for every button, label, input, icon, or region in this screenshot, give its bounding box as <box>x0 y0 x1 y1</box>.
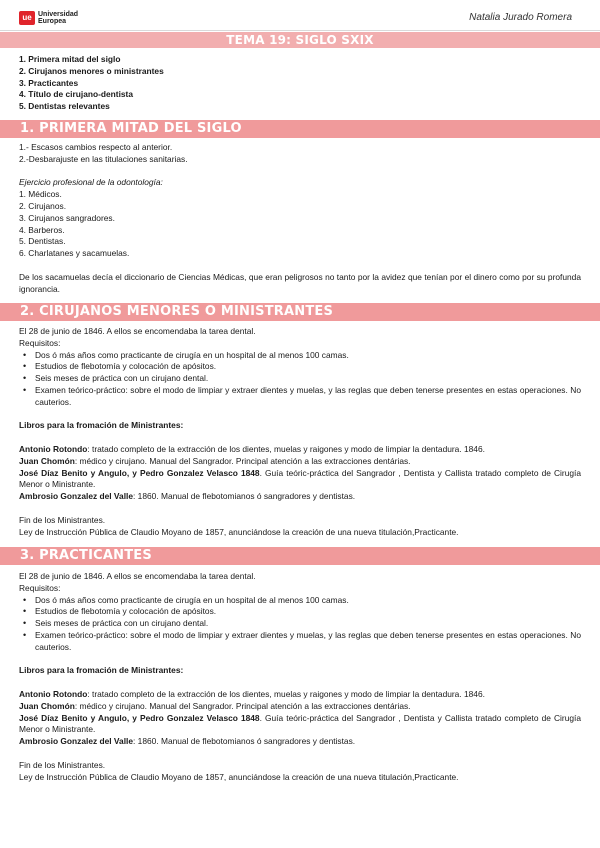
toc-item: 1. Primera mitad del siglo <box>19 54 121 64</box>
point: 1.- Escasos cambios respecto al anterior. <box>19 142 173 152</box>
requirements-list <box>19 595 581 654</box>
closing-line: Ley de Instrucción Pública de Claudio Moyano de 1857, anunciándose la creación de una nueva titulación,Practicante. <box>19 771 459 782</box>
list-item: • Examen teórico-práctico: sobre el modo de limpiar y extraer dientes y muelas, y las reglas que deben tenerse presentes en estas operaciones. No cauterios. <box>35 630 581 654</box>
list-item: • Estudios de flebotomía y colocación de apósitos. <box>35 606 581 618</box>
closing-line: Ley de Instrucción Pública de Claudio Moyano de 1857, anunciándose la creación de una nueva titulación,Practicante. <box>19 526 459 537</box>
section-3-body <box>19 571 581 783</box>
requirements-list <box>19 350 581 409</box>
author-name: Natalia Jurado Romera <box>469 12 572 23</box>
book-entry: Ambrosio Gonzalez del Valle: 1860. Manual de flebotomianos ó sangradores y dentistas. <box>19 736 356 747</box>
book-entry: José Díaz Benito y Angulo, y Pedro Gonzalez Velasco 1848. Guía teóric-práctica del Sangrador , Dentista y Callista tratado completo de Cirugía Menor o Ministrante. <box>19 467 581 490</box>
header-divider <box>0 30 600 31</box>
list-item: 2. Cirujanos. <box>19 200 67 211</box>
book-entry: José Díaz Benito y Angulo, y Pedro Gonzalez Velasco 1848. Guía teóric-práctica del Sangrador , Dentista y Callista tratado completo de Cirugía Menor o Ministrante. <box>19 712 581 735</box>
requirements-label: Requisitos: <box>19 337 61 348</box>
list-item: • Estudios de flebotomía y colocación de apósitos. <box>35 361 581 373</box>
toc-item: 3. Practicantes <box>19 77 79 88</box>
page-title: TEMA 19: SIGLO SXIX <box>0 32 600 48</box>
table-of-contents <box>19 54 581 113</box>
university-logo <box>19 11 78 25</box>
toc-item: 2. Cirujanos menores o ministrantes <box>19 65 164 76</box>
list-item: 4. Barberos. <box>19 224 65 235</box>
list-item: 1. Médicos. <box>19 189 62 200</box>
intro: El 28 de junio de 1846. A ellos se encomendaba la tarea dental. <box>19 326 256 336</box>
list-title: Ejercicio profesional de la odontología: <box>19 177 163 188</box>
toc-item: 4. Título de cirujano-dentista <box>19 89 134 100</box>
book-entry: Antonio Rotondo: tratado completo de la extracción de los dientes, muelas y raigones y modo de limpiar la dentadura. 1846. <box>19 443 485 454</box>
section-1-body <box>19 142 581 295</box>
list-item: 3. Cirujanos sangradores. <box>19 212 115 223</box>
point: 2.-Desbarajuste en las titulaciones sanitarias. <box>19 153 188 164</box>
quote-paragraph: De los sacamuelas decía el diccionario de Ciencias Médicas, que eran peligrosos no tanto por la avidez que tenían por el dinero como por su profunda ignorancia. <box>19 271 581 294</box>
book-entry: Ambrosio Gonzalez del Valle: 1860. Manual de flebotomianos ó sangradores y dentistas. <box>19 491 356 502</box>
section-2-body <box>19 326 581 538</box>
closing-line: Fin de los Ministrantes. <box>19 514 106 525</box>
intro: El 28 de junio de 1846. A ellos se encomendaba la tarea dental. <box>19 571 256 581</box>
list-item: • Dos ó más años como practicante de cirugía en un hospital de al menos 100 camas. <box>35 595 581 607</box>
page-header <box>0 0 600 32</box>
section-2-heading: 2. CIRUJANOS MENORES O MINISTRANTES <box>0 303 600 321</box>
book-entry: Juan Chomón: médico y cirujano. Manual del Sangrador. Principal atención a las extracciones dentárias. <box>19 455 411 466</box>
books-title: Libros para la fromación de Ministrantes: <box>19 420 184 431</box>
list-item: 6. Charlatanes y sacamuelas. <box>19 248 130 259</box>
section-1-heading: 1. PRIMERA MITAD DEL SIGLO <box>0 120 600 138</box>
book-entry: Antonio Rotondo: tratado completo de la extracción de los dientes, muelas y raigones y modo de limpiar la dentadura. 1846. <box>19 688 485 699</box>
list-item: • Examen teórico-práctico: sobre el modo de limpiar y extraer dientes y muelas, y las reglas que deben tenerse presentes en estas operaciones. No cauterios. <box>35 385 581 409</box>
list-item: • Dos ó más años como practicante de cirugía en un hospital de al menos 100 camas. <box>35 350 581 362</box>
section-3-heading: 3. PRACTICANTES <box>0 547 600 565</box>
toc-item: 5. Dentistas relevantes <box>19 101 110 112</box>
list-item: 5. Dentistas. <box>19 236 66 247</box>
book-entry: Juan Chomón: médico y cirujano. Manual del Sangrador. Principal atención a las extracciones dentárias. <box>19 700 411 711</box>
closing-line: Fin de los Ministrantes. <box>19 759 106 770</box>
books-title: Libros para la fromación de Ministrantes: <box>19 665 184 676</box>
requirements-label: Requisitos: <box>19 582 61 593</box>
logo-line-2: Europea <box>38 18 67 25</box>
list-item: • Seis meses de práctica con un cirujano dental. <box>35 618 581 630</box>
list-item: • Seis meses de práctica con un cirujano dental. <box>35 373 581 385</box>
logo-line-1: Universidad <box>38 11 79 18</box>
logo-mark: ue <box>19 11 35 25</box>
